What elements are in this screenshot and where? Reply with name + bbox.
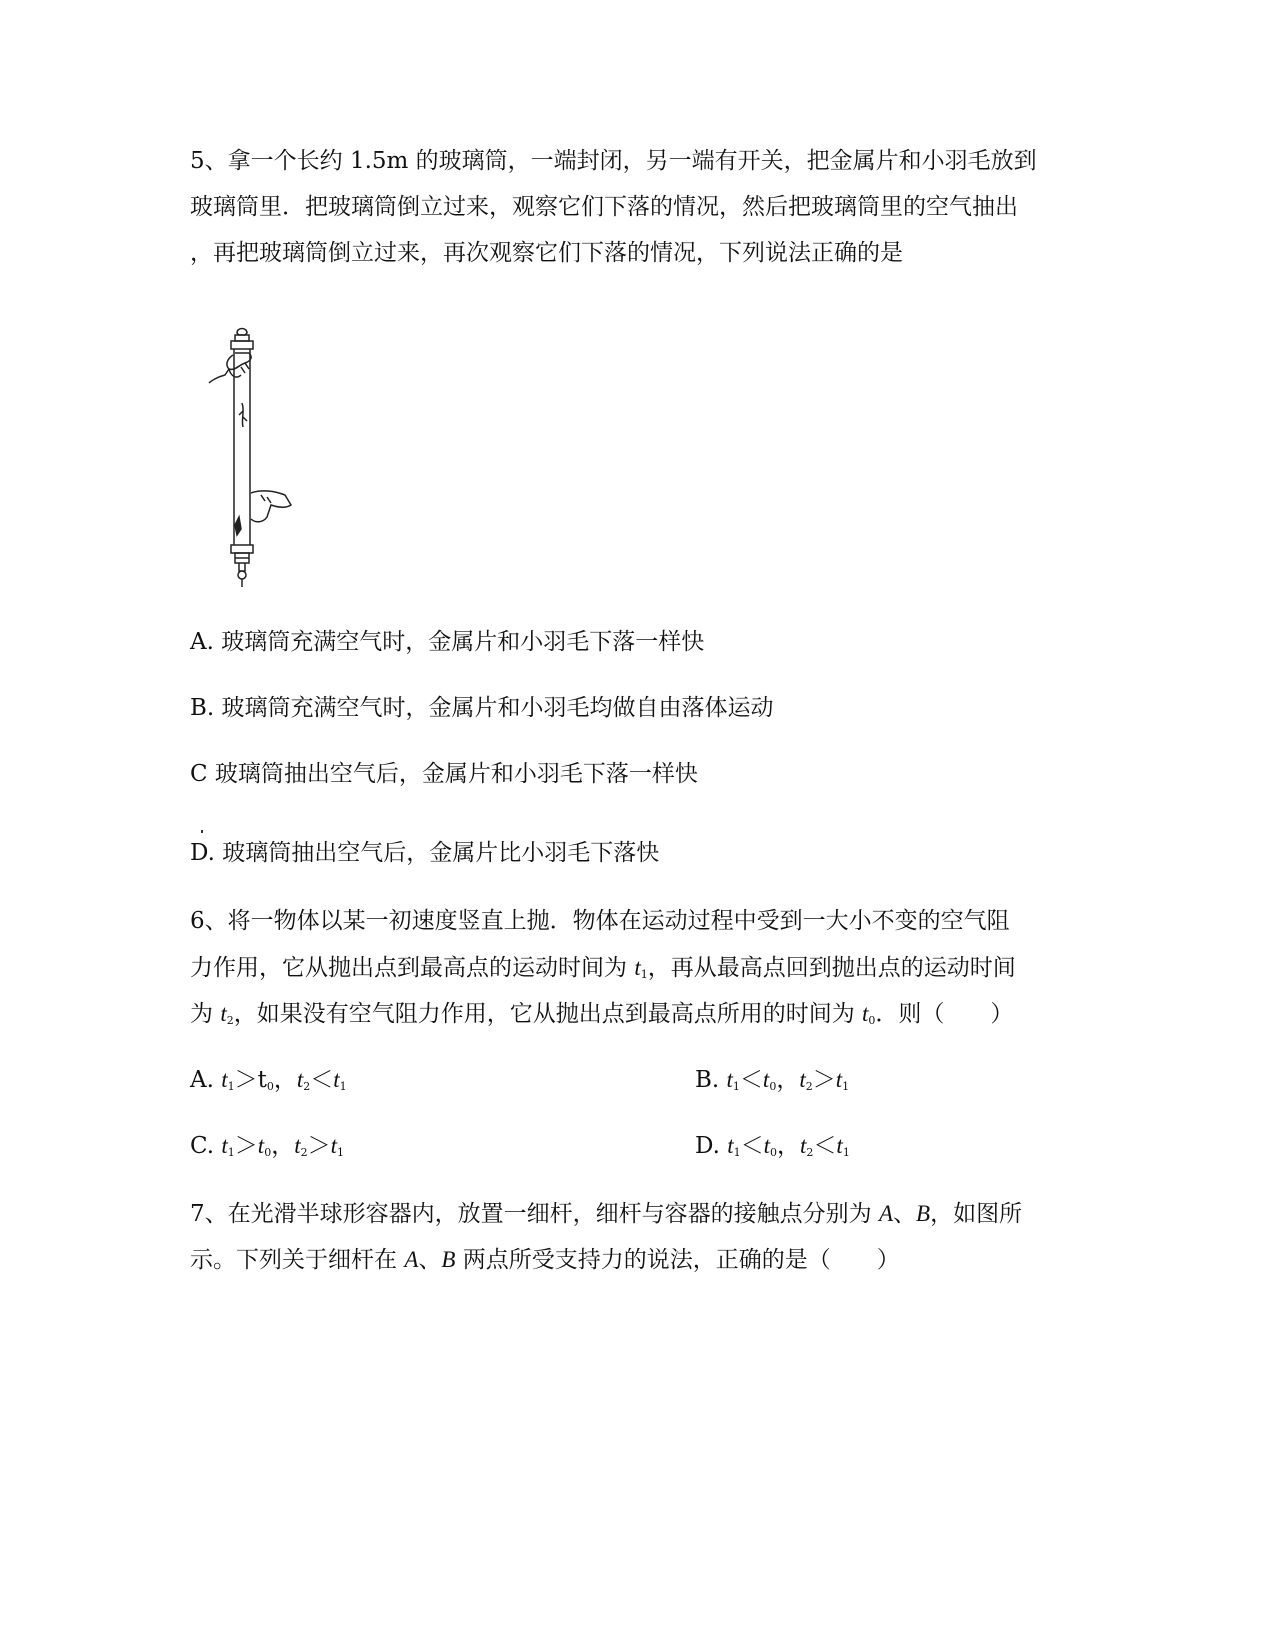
q5-stem-line2: 玻璃筒里．把玻璃筒倒立过来，观察它们下落的情况，然后把玻璃筒里的空气抽出: [190, 194, 1018, 220]
q6-option-b[interactable]: B. $t_1<t_0$，$t_2>t_1$: [695, 1067, 850, 1093]
q6-option-d[interactable]: D. $t_1<t_0$，$t_2<t_1$: [695, 1133, 850, 1159]
glass-tube-figure: [205, 325, 310, 595]
q6-stem-line3: 为 $t_2$，如果没有空气阻力作用，它从抛出点到最高点所用的时间为 $t_0$．则（ ）: [190, 1001, 1014, 1027]
q5-stem-line3: ，再把玻璃筒倒立过来，再次观察它们下落的情况，下列说法正确的是: [190, 240, 903, 266]
q5-option-a[interactable]: A. 玻璃筒充满空气时，金属片和小羽毛下落一样快: [190, 629, 705, 655]
q5-option-b[interactable]: B. 玻璃筒充满空气时，金属片和小羽毛均做自由落体运动: [190, 695, 774, 721]
q7-stem-line2: 示。下列关于细杆在 A、B 两点所受支持力的说法，正确的是（ ）: [190, 1247, 900, 1273]
q5-option-d[interactable]: D. 玻璃筒抽出空气后，金属片比小羽毛下落快: [190, 840, 660, 866]
q5-stem-line1: 5、拿一个长约 1.5m 的玻璃筒，一端封闭，另一端有开关，把金属片和小羽毛放到: [190, 148, 1037, 174]
q6-option-a[interactable]: A. $t_1>t_0$，$t_2<t_1$: [190, 1067, 347, 1093]
q6-option-c[interactable]: C. $t_1>t_0$，$t_2>t_1$: [190, 1133, 344, 1159]
q5-option-c[interactable]: C 玻璃筒抽出空气后，金属片和小羽毛下落一样快: [190, 761, 698, 787]
q6-stem-line1: 6、将一物体以某一初速度竖直上抛．物体在运动过程中受到一大小不变的空气阻: [190, 908, 1010, 934]
q6-stem-line2: 力作用，它从抛出点到最高点的运动时间为 $t_1$，再从最高点回到抛出点的运动时间: [190, 955, 1016, 981]
stray-mark: [201, 830, 203, 833]
q7-stem-line1: 7、在光滑半球形容器内，放置一细杆，细杆与容器的接触点分别为 A、B，如图所: [190, 1201, 1023, 1227]
